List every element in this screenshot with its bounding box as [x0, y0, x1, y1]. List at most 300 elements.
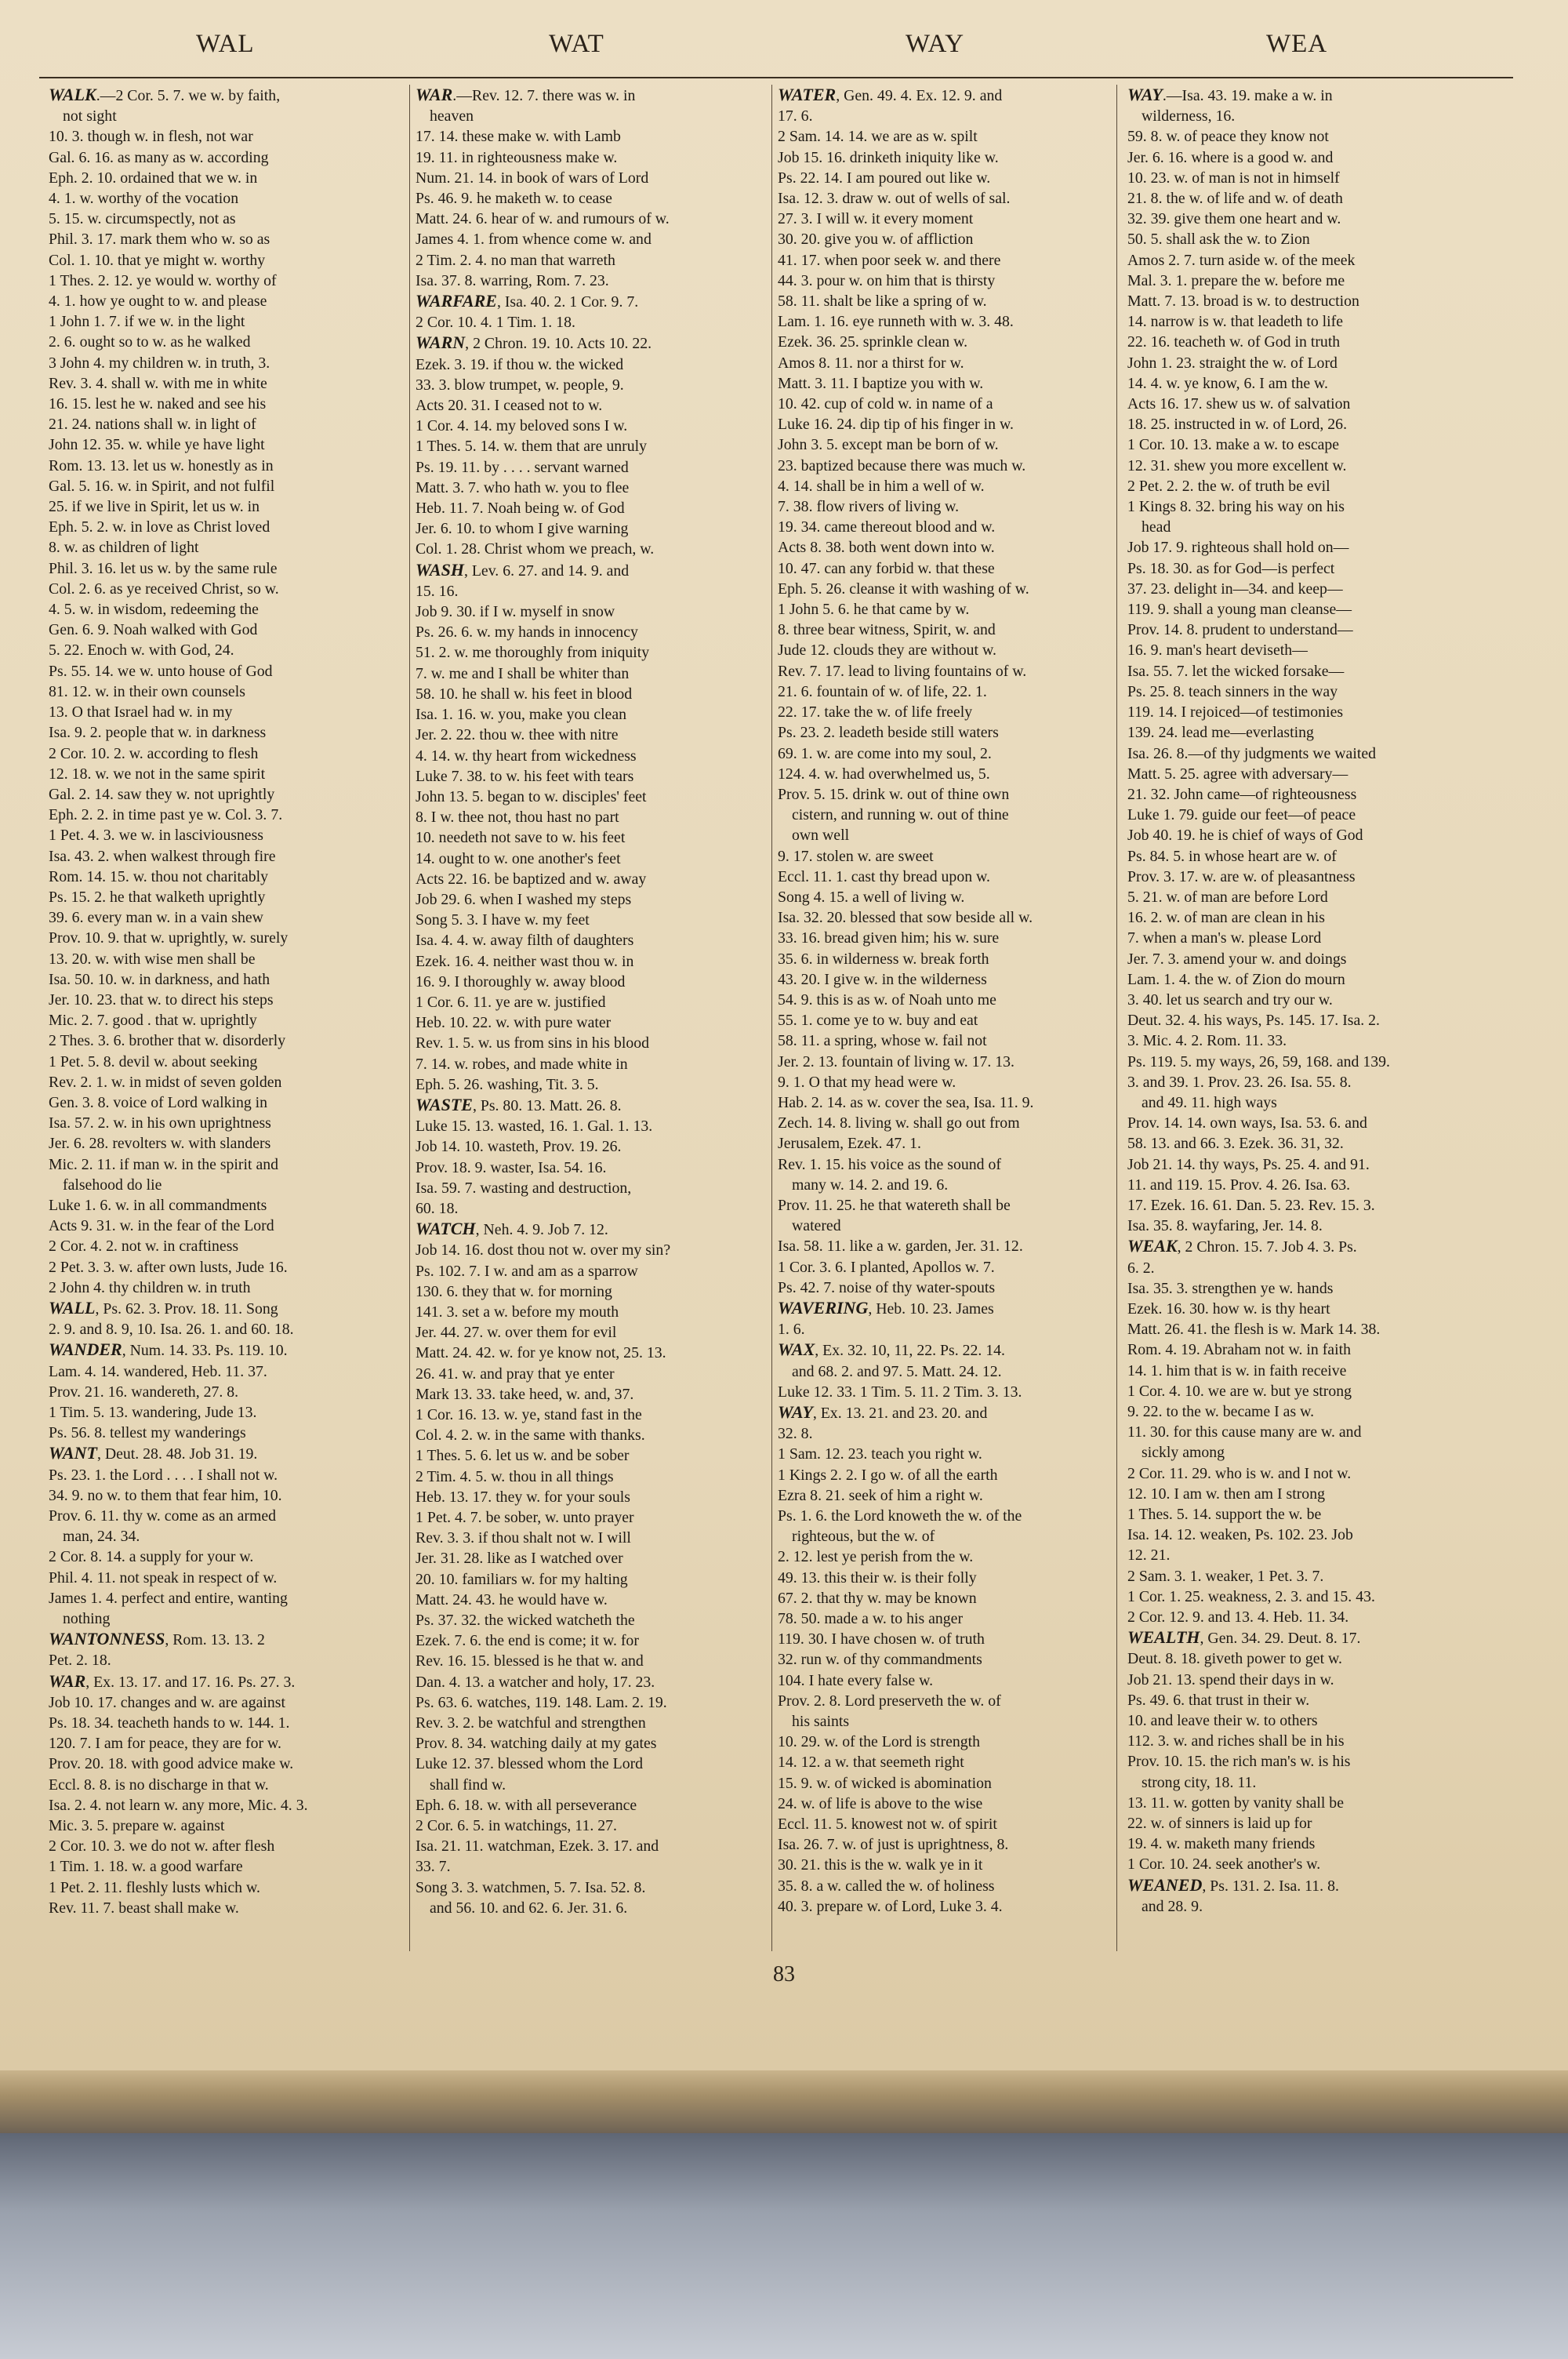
concordance-line: Job 14. 16. dost thou not w. over my sin? — [416, 1241, 671, 1259]
concordance-line: Eph. 6. 18. w. with all perseverance — [416, 1796, 637, 1814]
concordance-line: Phil. 3. 17. mark them who w. so as — [49, 231, 270, 249]
concordance-line: 1 Pet. 4. 3. we w. in lasciviousness — [49, 827, 263, 845]
concordance-line: Ps. 63. 6. watches, 119. 148. Lam. 2. 19. — [416, 1693, 667, 1711]
concordance-line: Ezra 8. 21. seek of him a right w. — [778, 1486, 983, 1504]
concordance-line: 41. 17. when poor seek w. and there — [778, 251, 1001, 269]
concordance-line: 104. I hate every false w. — [778, 1671, 934, 1689]
concordance-line: 1 Sam. 12. 23. teach you right w. — [778, 1445, 982, 1463]
concordance-line: 26. 41. w. and pray that ye enter — [416, 1365, 615, 1383]
concordance-line: Hab. 2. 14. as w. cover the sea, Isa. 11. 9. — [778, 1093, 1034, 1111]
concordance-line: 33. 16. bread given him; his w. sure — [778, 929, 1000, 947]
concordance-line: 6. 2. — [1127, 1259, 1155, 1277]
concordance-line: Prov. 20. 18. with good advice make w. — [49, 1755, 294, 1773]
concordance-line: 11. and 119. 15. Prov. 4. 26. Isa. 63. — [1127, 1176, 1351, 1194]
concordance-line: Ps. 23. 2. leadeth beside still waters — [778, 724, 999, 742]
concordance-line: 12. 18. w. we not in the same spirit — [49, 765, 266, 783]
concordance-line: 2 Sam. 3. 1. weaker, 1 Pet. 3. 7. — [1127, 1567, 1324, 1585]
concordance-line: Ps. 26. 6. w. my hands in innocency — [416, 623, 638, 642]
headword: WAVERING — [778, 1297, 869, 1318]
table-surface — [0, 2133, 1568, 2359]
concordance-line: 112. 3. w. and riches shall be in his — [1127, 1732, 1345, 1750]
concordance-line: 39. 6. every man w. in a vain shew — [49, 909, 263, 927]
concordance-line: 81. 12. w. in their own counsels — [49, 682, 245, 700]
column-divider — [771, 85, 772, 1951]
concordance-line: 24. w. of life is above to the wise — [778, 1794, 983, 1812]
headword: WAR — [49, 1670, 86, 1691]
concordance-line: 4. 1. how ye ought to w. and please — [49, 293, 267, 311]
concordance-line: 58. 11. a spring, whose w. fail not — [778, 1032, 987, 1050]
concordance-line: Dan. 4. 13. a watcher and holy, 17. 23. — [416, 1673, 655, 1691]
concordance-line: nothing — [63, 1610, 111, 1628]
concordance-line: Zech. 14. 8. living w. shall go out from — [778, 1114, 1020, 1132]
concordance-line: 32. run w. of thy commandments — [778, 1651, 982, 1669]
concordance-line: Ezek. 3. 19. if thou w. the wicked — [416, 355, 624, 373]
concordance-line: 119. 9. shall a young man cleanse— — [1127, 601, 1352, 619]
concordance-line: 2 Cor. 11. 29. who is w. and I not w. — [1127, 1464, 1352, 1482]
concordance-line: Job 21. 13. spend their days in w. — [1127, 1670, 1334, 1688]
concordance-line: Prov. 2. 8. Lord preserveth the w. of — [778, 1692, 1001, 1710]
concordance-line: Ps. 46. 9. he maketh w. to cease — [416, 190, 612, 208]
concordance-line: Num. 21. 14. in book of wars of Lord — [416, 169, 649, 187]
concordance-line: falsehood do lie — [63, 1176, 162, 1194]
concordance-line: Song 4. 15. a well of living w. — [778, 888, 965, 906]
concordance-line: Prov. 10. 15. the rich man's w. is his — [1127, 1753, 1351, 1771]
headword: WANTONNESS — [49, 1629, 165, 1649]
concordance-line: Deut. 8. 18. giveth power to get w. — [1127, 1650, 1342, 1668]
concordance-line: 16. 2. w. of man are clean in his — [1127, 909, 1325, 927]
concordance-line: 58. 10. he shall w. his feet in blood — [416, 685, 633, 703]
concordance-line: WARFARE, Isa. 40. 2. 1 Cor. 9. 7. — [416, 291, 639, 311]
concordance-line: 12. 21. — [1127, 1547, 1171, 1565]
concordance-line: 14. ought to w. one another's feet — [416, 849, 621, 867]
concordance-line: WEANED, Ps. 131. 2. Isa. 11. 8. — [1127, 1874, 1339, 1895]
concordance-line: 69. 1. w. are come into my soul, 2. — [778, 744, 992, 762]
concordance-line: 1 Pet. 5. 8. devil w. about seeking — [49, 1052, 258, 1070]
concordance-line: 35. 6. in wilderness w. break forth — [778, 950, 989, 968]
concordance-line: 10. 42. cup of cold w. in name of a — [778, 395, 993, 413]
concordance-line: Col. 1. 10. that ye might w. worthy — [49, 251, 266, 269]
concordance-line: 1 Tim. 1. 18. w. a good warfare — [49, 1858, 243, 1876]
concordance-line: Gen. 6. 9. Noah walked with God — [49, 621, 258, 639]
concordance-line: 13. 11. w. gotten by vanity shall be — [1127, 1794, 1344, 1812]
concordance-line: Ezek. 36. 25. sprinkle clean w. — [778, 333, 968, 351]
concordance-line: Prov. 14. 14. own ways, Isa. 53. 6. and — [1127, 1114, 1367, 1132]
concordance-line: 67. 2. that thy w. may be known — [778, 1589, 977, 1607]
headword: WAX — [778, 1339, 815, 1360]
concordance-line: Prov. 3. 17. w. are w. of pleasantness — [1127, 867, 1356, 885]
concordance-line: 19. 34. came thereout blood and w. — [778, 518, 996, 536]
concordance-line: Song 5. 3. I have w. my feet — [416, 911, 590, 929]
headword: WAY — [1127, 85, 1163, 104]
concordance-line: 10. 29. w. of the Lord is strength — [778, 1733, 981, 1751]
concordance-line: Isa. 26. 8.—of thy judgments we waited — [1127, 744, 1376, 762]
concordance-line: 14. 1. him that is w. in faith receive — [1127, 1361, 1347, 1379]
concordance-line: WALL, Ps. 62. 3. Prov. 18. 11. Song — [49, 1297, 278, 1318]
concordance-line: Isa. 14. 12. weaken, Ps. 102. 23. Job — [1127, 1526, 1353, 1544]
concordance-line: and 56. 10. and 62. 6. Jer. 31. 6. — [430, 1899, 628, 1917]
concordance-line: Prov. 6. 11. thy w. come as an armed — [49, 1507, 277, 1525]
concordance-line: Prov. 10. 9. that w. uprightly, w. surely — [49, 929, 289, 947]
concordance-line: Matt. 24. 42. w. for ye know not, 25. 13. — [416, 1344, 666, 1362]
concordance-line: Rev. 7. 17. lead to living fountains of w. — [778, 662, 1027, 680]
headword: WALL — [49, 1297, 96, 1318]
concordance-line: strong city, 18. 11. — [1142, 1773, 1257, 1791]
concordance-line: Matt. 24. 6. hear of w. and rumours of w. — [416, 210, 670, 228]
concordance-line: 2 Cor. 10. 4. 1 Tim. 1. 18. — [416, 314, 575, 332]
concordance-line: WAY, Ex. 13. 21. and 23. 20. and — [778, 1402, 988, 1422]
concordance-line: Matt. 3. 11. I baptize you with w. — [778, 374, 984, 392]
concordance-line: WAR.—Rev. 12. 7. there was w. in — [416, 85, 636, 104]
concordance-line: 7. 14. w. robes, and made white in — [416, 1055, 628, 1073]
concordance-line: Job 9. 30. if I w. myself in snow — [416, 603, 615, 621]
concordance-line: Ps. 1. 6. the Lord knoweth the w. of the — [778, 1507, 1022, 1525]
concordance-line: Mark 13. 33. take heed, w. and, 37. — [416, 1385, 634, 1403]
concordance-line: Col. 1. 28. Christ whom we preach, w. — [416, 540, 655, 558]
concordance-line: 4. 1. w. worthy of the vocation — [49, 190, 239, 208]
concordance-line: 32. 39. give them one heart and w. — [1127, 210, 1341, 228]
concordance-line: 10. and leave their w. to others — [1127, 1712, 1318, 1730]
concordance-line: Luke 16. 24. dip tip of his finger in w. — [778, 416, 1014, 434]
concordance-line: 14. narrow is w. that leadeth to life — [1127, 313, 1344, 331]
concordance-line: Job 29. 6. when I washed my steps — [416, 890, 632, 908]
concordance-line: 1 Tim. 5. 13. wandering, Jude 13. — [49, 1404, 257, 1421]
concordance-line: John 3. 5. except man be born of w. — [778, 436, 999, 454]
concordance-line: Song 3. 3. watchmen, 5. 7. Isa. 52. 8. — [416, 1878, 646, 1896]
concordance-line: 1 Cor. 10. 24. seek another's w. — [1127, 1856, 1321, 1874]
concordance-line: 1 Cor. 16. 13. w. ye, stand fast in the — [416, 1406, 642, 1423]
concordance-line: Rom. 4. 19. Abraham not w. in faith — [1127, 1341, 1351, 1359]
concordance-line: 10. 3. though w. in flesh, not war — [49, 128, 253, 146]
concordance-line: 58. 13. and 66. 3. Ezek. 36. 31, 32. — [1127, 1135, 1344, 1153]
concordance-line: 1 Pet. 2. 11. fleshly lusts which w. — [49, 1878, 260, 1896]
concordance-line: 22. 16. teacheth w. of God in truth — [1127, 333, 1341, 351]
concordance-line: 49. 13. this their w. is their folly — [778, 1568, 977, 1587]
concordance-line: 33. 7. — [416, 1858, 451, 1876]
concordance-line: 119. 14. I rejoiced—of testimonies — [1127, 703, 1344, 722]
concordance-line: Amos 8. 11. nor a thirst for w. — [778, 354, 964, 372]
concordance-line: 60. 18. — [416, 1199, 459, 1217]
concordance-line: and 68. 2. and 97. 5. Matt. 24. 12. — [792, 1362, 1002, 1380]
concordance-line: Isa. 50. 10. w. in darkness, and hath — [49, 970, 270, 988]
concordance-line: Lam. 4. 14. wandered, Heb. 11. 37. — [49, 1362, 267, 1380]
concordance-line: Job 10. 17. changes and w. are against — [49, 1693, 285, 1711]
concordance-line: 15. 9. w. of wicked is abomination — [778, 1774, 992, 1792]
headword: WEALTH — [1127, 1627, 1200, 1648]
concordance-line: 4. 14. w. thy heart from wickedness — [416, 747, 637, 765]
concordance-line: Gal. 5. 16. w. in Spirit, and not fulfil — [49, 477, 275, 495]
concordance-line: 34. 9. no w. to them that fear him, 10. — [49, 1486, 282, 1504]
concordance-line: 8. w. as children of light — [49, 539, 199, 557]
concordance-line: 1 Cor. 10. 13. make a w. to escape — [1127, 436, 1340, 454]
concordance-line: Rom. 14. 15. w. thou not charitably — [49, 867, 269, 885]
concordance-line: Matt. 5. 25. agree with adversary— — [1127, 765, 1348, 783]
concordance-line: Isa. 4. 4. w. away filth of daughters — [416, 932, 634, 950]
concordance-line: Mal. 3. 1. prepare the w. before me — [1127, 271, 1345, 289]
concordance-line: Luke 12. 37. blessed whom the Lord — [416, 1755, 644, 1773]
concordance-line: 23. baptized because there was much w. — [778, 456, 1026, 474]
concordance-line: Prov. 18. 9. waster, Isa. 54. 16. — [416, 1158, 607, 1176]
concordance-line: Isa. 2. 4. not learn w. any more, Mic. 4. 3. — [49, 1796, 308, 1814]
concordance-line: Isa. 43. 2. when walkest through fire — [49, 847, 276, 865]
concordance-line: Prov. 8. 34. watching daily at my gates — [416, 1735, 657, 1753]
concordance-line: 13. 20. w. with wise men shall be — [49, 950, 256, 968]
concordance-line: 124. 4. w. had overwhelmed us, 5. — [778, 765, 990, 783]
concordance-line: 33. 3. blow trumpet, w. people, 9. — [416, 376, 624, 394]
concordance-line: 4. 5. w. in wisdom, redeeming the — [49, 601, 259, 619]
concordance-line: Acts 9. 31. w. in the fear of the Lord — [49, 1217, 274, 1235]
concordance-line: Isa. 26. 7. w. of just is uprightness, 8. — [778, 1836, 1009, 1854]
concordance-line: 1 Thes. 5. 14. support the w. be — [1127, 1506, 1322, 1524]
concordance-line: his saints — [792, 1713, 850, 1731]
concordance-line: WALK.—2 Cor. 5. 7. we w. by faith, — [49, 85, 281, 104]
concordance-line: head — [1142, 518, 1171, 536]
headword: WASTE — [416, 1094, 473, 1114]
headword: WATER — [778, 85, 837, 104]
concordance-line: 54. 9. this is as w. of Noah unto me — [778, 990, 996, 1009]
concordance-line: not sight — [63, 107, 117, 125]
concordance-line: Isa. 12. 3. draw w. out of wells of sal. — [778, 190, 1011, 208]
concordance-line: 2 Pet. 2. 2. the w. of truth be evil — [1127, 477, 1330, 495]
concordance-line: 17. Ezek. 16. 61. Dan. 5. 23. Rev. 15. 3. — [1127, 1196, 1375, 1214]
concordance-line: Job 15. 16. drinketh iniquity like w. — [778, 148, 999, 166]
concordance-line: 3. Mic. 4. 2. Rom. 11. 33. — [1127, 1032, 1287, 1050]
concordance-line: 20. 10. familiars w. for my halting — [416, 1570, 628, 1588]
running-headers — [0, 24, 1568, 78]
headword: WAR — [416, 85, 453, 104]
concordance-line: 2 Cor. 10. 2. w. according to flesh — [49, 744, 259, 762]
concordance-line: 7. 38. flow rivers of living w. — [778, 498, 960, 516]
concordance-line: 1. 6. — [778, 1321, 805, 1339]
headword: WAY — [778, 1402, 813, 1422]
concordance-line: Ps. 25. 8. teach sinners in the way — [1127, 682, 1338, 700]
concordance-line: Jude 12. clouds they are without w. — [778, 642, 996, 660]
concordance-line: 30. 21. this is the w. walk ye in it — [778, 1856, 983, 1874]
concordance-line: Jer. 44. 27. w. over them for evil — [416, 1324, 617, 1342]
concordance-line: Isa. 57. 2. w. in his own uprightness — [49, 1114, 271, 1132]
concordance-line: 21. 8. the w. of life and w. of death — [1127, 190, 1343, 208]
concordance-line: Ps. 42. 7. noise of thy water-spouts — [778, 1278, 996, 1296]
concordance-line: Lam. 1. 16. eye runneth with w. 3. 48. — [778, 313, 1014, 331]
concordance-line: 7. w. me and I shall be whiter than — [416, 664, 630, 682]
concordance-line: Rev. 1. 5. w. us from sins in his blood — [416, 1034, 650, 1052]
concordance-column-3 — [778, 85, 1140, 1951]
concordance-line: 16. 9. man's heart deviseth— — [1127, 642, 1308, 660]
headword: WARFARE — [416, 291, 497, 311]
concordance-line: Prov. 21. 16. wandereth, 27. 8. — [49, 1383, 239, 1401]
concordance-line: 2 Cor. 8. 14. a supply for your w. — [49, 1548, 254, 1566]
concordance-line: 18. 25. instructed in w. of Lord, 26. — [1127, 416, 1348, 434]
headword: WANDER — [49, 1339, 122, 1360]
concordance-line: many w. 14. 2. and 19. 6. — [792, 1176, 949, 1194]
concordance-line: WANDER, Num. 14. 33. Ps. 119. 10. — [49, 1339, 288, 1360]
concordance-line: 19. 11. in righteousness make w. — [416, 148, 618, 166]
concordance-line: Gal. 2. 14. saw they w. not uprightly — [49, 785, 275, 803]
concordance-line: Deut. 32. 4. his ways, Ps. 145. 17. Isa. 2. — [1127, 1012, 1380, 1030]
concordance-line: Ps. 23. 1. the Lord . . . . I shall not w. — [49, 1466, 278, 1484]
concordance-line: 5. 15. w. circumspectly, not as — [49, 210, 236, 228]
concordance-line: 58. 11. shalt be like a spring of w. — [778, 293, 987, 311]
concordance-line: watered — [792, 1217, 841, 1235]
concordance-line: Rev. 3. 4. shall w. with me in white — [49, 374, 267, 392]
concordance-line: Ezek. 7. 6. the end is come; it w. for — [416, 1632, 639, 1650]
concordance-line: 55. 1. come ye to w. buy and eat — [778, 1012, 978, 1030]
concordance-line: 22. w. of sinners is laid up for — [1127, 1815, 1312, 1833]
concordance-line: Ps. 49. 6. that trust in their w. — [1127, 1691, 1310, 1709]
concordance-line: 139. 24. lead me—everlasting — [1127, 724, 1314, 742]
concordance-line: Eccl. 11. 1. cast thy bread upon w. — [778, 867, 990, 885]
concordance-line: 40. 3. prepare w. of Lord, Luke 3. 4. — [778, 1897, 1003, 1915]
concordance-line: 2. 12. lest ye perish from the w. — [778, 1548, 974, 1566]
concordance-line: Acts 8. 38. both went down into w. — [778, 539, 995, 557]
concordance-line: John 1. 23. straight the w. of Lord — [1127, 354, 1338, 372]
concordance-line: man, 24. 34. — [63, 1528, 140, 1546]
concordance-line: Luke 15. 13. wasted, 16. 1. Gal. 1. 13. — [416, 1118, 653, 1136]
concordance-line: 21. 6. fountain of w. of life, 22. 1. — [778, 682, 987, 700]
concordance-line: WEAK, 2 Chron. 15. 7. Job 4. 3. Ps. — [1127, 1236, 1357, 1256]
concordance-line: 5. 21. w. of man are before Lord — [1127, 888, 1328, 906]
concordance-line: 25. if we live in Spirit, let us w. in — [49, 498, 260, 516]
concordance-line: 2 Cor. 6. 5. in watchings, 11. 27. — [416, 1817, 617, 1835]
concordance-line: 37. 23. delight in—34. and keep— — [1127, 580, 1343, 598]
header-word-4: WEA — [1266, 30, 1328, 58]
concordance-line: John 13. 5. began to w. disciples' feet — [416, 787, 647, 805]
concordance-line: 1 Kings 8. 32. bring his way on his — [1127, 498, 1345, 516]
concordance-line: Heb. 10. 22. w. with pure water — [416, 1014, 612, 1032]
concordance-line: 10. 47. can any forbid w. that these — [778, 559, 995, 577]
concordance-line: 1 Cor. 3. 6. I planted, Apollos w. 7. — [778, 1258, 995, 1276]
concordance-line: Ezek. 16. 4. neither wast thou w. in — [416, 952, 634, 970]
concordance-line: Ps. 56. 8. tellest my wanderings — [49, 1424, 246, 1442]
page-number: 83 — [773, 1962, 795, 1986]
concordance-line: Ps. 18. 30. as for God—is perfect — [1127, 559, 1335, 577]
concordance-line: 16. 9. I thoroughly w. away blood — [416, 972, 626, 990]
concordance-line: 15. 16. — [416, 582, 459, 600]
concordance-line: Heb. 13. 17. they w. for your souls — [416, 1488, 630, 1506]
concordance-line: 12. 10. I am w. then am I strong — [1127, 1485, 1325, 1503]
concordance-line: WANT, Deut. 28. 48. Job 31. 19. — [49, 1443, 258, 1463]
headword: WANT — [49, 1443, 97, 1463]
concordance-line: Matt. 7. 13. broad is w. to destruction — [1127, 293, 1359, 311]
headword: WALK — [49, 85, 96, 104]
concordance-line: 51. 2. w. me thoroughly from iniquity — [416, 644, 650, 662]
concordance-line: 35. 8. a w. called the w. of holiness — [778, 1877, 995, 1895]
headword: WEANED — [1127, 1874, 1203, 1895]
concordance-line: 1 Cor. 4. 10. we are w. but ye strong — [1127, 1382, 1352, 1400]
concordance-line: Eph. 5. 2. w. in love as Christ loved — [49, 518, 270, 536]
concordance-line: Eph. 2. 10. ordained that we w. in — [49, 169, 258, 187]
concordance-line: Jer. 7. 3. amend your w. and doings — [1127, 950, 1347, 968]
concordance-line: WANTONNESS, Rom. 13. 13. 2 — [49, 1629, 265, 1649]
concordance-line: Amos 2. 7. turn aside w. of the meek — [1127, 251, 1356, 269]
concordance-line: Luke 1. 6. w. in all commandments — [49, 1196, 267, 1214]
concordance-line: Prov. 14. 8. prudent to understand— — [1127, 621, 1353, 639]
concordance-line: Jer. 31. 28. like as I watched over — [416, 1550, 623, 1568]
header-word-3: WAY — [906, 30, 965, 58]
concordance-line: 30. 20. give you w. of affliction — [778, 231, 974, 249]
concordance-line: Luke 1. 79. guide our feet—of peace — [1127, 806, 1356, 824]
concordance-line: Rev. 11. 7. beast shall make w. — [49, 1899, 239, 1917]
concordance-line: 12. 31. shew you more excellent w. — [1127, 456, 1347, 474]
concordance-line: Col. 4. 2. w. in the same with thanks. — [416, 1427, 645, 1445]
concordance-line: 2. 9. and 8. 9, 10. Isa. 26. 1. and 60. 18. — [49, 1321, 294, 1339]
concordance-line: 3. and 39. 1. Prov. 23. 26. Isa. 55. 8. — [1127, 1073, 1352, 1091]
page-bottom-edge — [0, 2070, 1568, 2133]
header-rule — [39, 77, 1513, 78]
concordance-line: Isa. 9. 2. people that w. in darkness — [49, 724, 267, 742]
concordance-line: 2 Tim. 4. 5. w. thou in all things — [416, 1467, 614, 1485]
concordance-line: Ps. 84. 5. in whose heart are w. of — [1127, 847, 1337, 865]
concordance-line: Isa. 1. 16. w. you, make you clean — [416, 706, 626, 724]
concordance-line: 2 Sam. 14. 14. we are as w. spilt — [778, 128, 978, 146]
concordance-line: 130. 6. they that w. for morning — [416, 1282, 612, 1300]
headword: WARN — [416, 333, 466, 353]
concordance-line: WAVERING, Heb. 10. 23. James — [778, 1297, 994, 1318]
concordance-line: Ps. 19. 11. by . . . . servant warned — [416, 458, 629, 476]
column-divider — [409, 85, 410, 1951]
concordance-line: 9. 22. to the w. became I as w. — [1127, 1403, 1315, 1420]
concordance-line: WATCH, Neh. 4. 9. Job 7. 12. — [416, 1219, 608, 1239]
concordance-line: 22. 17. take the w. of life freely — [778, 703, 973, 722]
concordance-line: 2 Thes. 3. 6. brother that w. disorderly — [49, 1032, 286, 1050]
concordance-line: Prov. 11. 25. he that watereth shall be — [778, 1196, 1011, 1214]
concordance-line: Mic. 2. 11. if man w. in the spirit and — [49, 1155, 279, 1173]
concordance-line: wilderness, 16. — [1142, 107, 1236, 125]
concordance-line: and 49. 11. high ways — [1142, 1093, 1277, 1111]
concordance-line: 11. 30. for this cause many are w. and — [1127, 1423, 1362, 1441]
headword: WEAK — [1127, 1236, 1178, 1256]
concordance-line: Jer. 2. 13. fountain of living w. 17. 13. — [778, 1052, 1015, 1070]
concordance-line: Luke 12. 33. 1 Tim. 5. 11. 2 Tim. 3. 13. — [778, 1383, 1022, 1401]
concordance-line: Luke 7. 38. to w. his feet with tears — [416, 767, 634, 785]
concordance-line: Ps. 15. 2. he that walketh uprightly — [49, 888, 266, 906]
header-word-1: WAL — [196, 30, 255, 58]
concordance-line: Eph. 2. 2. in time past ye w. Col. 3. 7. — [49, 806, 283, 824]
concordance-line: 19. 4. w. maketh many friends — [1127, 1835, 1316, 1853]
concordance-line: WAY.—Isa. 43. 19. make a w. in — [1127, 85, 1333, 104]
concordance-line: Job 14. 10. wasteth, Prov. 19. 26. — [416, 1138, 622, 1156]
concordance-line: Prov. 5. 15. drink w. out of thine own — [778, 785, 1010, 803]
concordance-line: Isa. 37. 8. warring, Rom. 7. 23. — [416, 271, 609, 289]
concordance-line: WAR, Ex. 13. 17. and 17. 16. Ps. 27. 3. — [49, 1670, 296, 1691]
concordance-line: 9. 1. O that my head were w. — [778, 1073, 956, 1091]
concordance-line: and 28. 9. — [1142, 1897, 1203, 1915]
concordance-line: Eccl. 8. 8. is no discharge in that w. — [49, 1776, 269, 1794]
concordance-line: Ps. 102. 7. I w. and am as a sparrow — [416, 1262, 638, 1280]
concordance-line: Rev. 1. 15. his voice as the sound of — [778, 1155, 1001, 1173]
concordance-line: 3. 40. let us search and try our w. — [1127, 990, 1333, 1009]
concordance-line: Rev. 16. 15. blessed is he that w. and — [416, 1652, 644, 1670]
concordance-line: Ps. 22. 14. I am poured out like w. — [778, 169, 991, 187]
concordance-line: 32. 8. — [778, 1425, 813, 1443]
concordance-line: 1 Thes. 5. 6. let us w. and be sober — [416, 1447, 630, 1465]
concordance-line: shall find w. — [430, 1776, 506, 1794]
concordance-line: heaven — [430, 107, 474, 125]
concordance-line: 1 Cor. 4. 14. my beloved sons I w. — [416, 417, 628, 435]
concordance-line: 5. 22. Enoch w. with God, 24. — [49, 642, 234, 660]
concordance-line: WASTE, Ps. 80. 13. Matt. 26. 8. — [416, 1094, 622, 1114]
concordance-line: 21. 24. nations shall w. in light of — [49, 416, 256, 434]
concordance-line: Rev. 3. 2. be watchful and strengthen — [416, 1714, 646, 1732]
concordance-line: 1 Thes. 5. 14. w. them that are unruly — [416, 438, 648, 456]
concordance-line: cistern, and running w. out of thine — [792, 806, 1009, 824]
concordance-line: Ps. 119. 5. my ways, 26, 59, 168. and 139. — [1127, 1052, 1390, 1070]
concordance-line: 17. 14. these make w. with Lamb — [416, 128, 621, 146]
concordance-column-4 — [1127, 85, 1490, 1951]
concordance-line: 141. 3. set a w. before my mouth — [416, 1303, 619, 1321]
concordance-line: Isa. 32. 20. blessed that sow beside all w. — [778, 909, 1033, 927]
concordance-line: 43. 20. I give w. in the wilderness — [778, 970, 987, 988]
concordance-line: Job 17. 9. righteous shall hold on— — [1127, 539, 1349, 557]
